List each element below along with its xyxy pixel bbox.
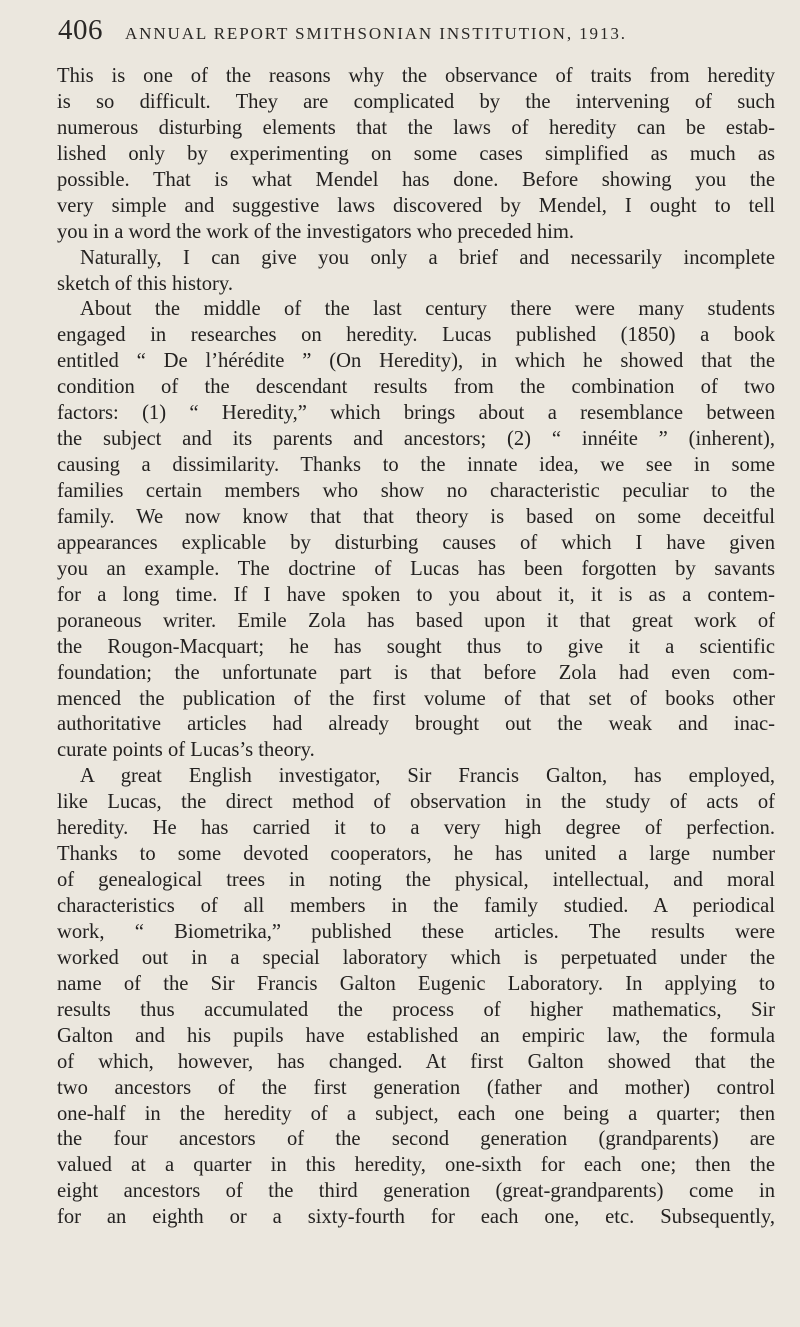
- text-line: the subject and its parents and ancestors; (2) “ innéite ” (inherent),: [57, 428, 775, 451]
- text-line: About the middle of the last century there were many students: [80, 298, 775, 321]
- text-line: condition of the descendant results from the combination of two: [57, 376, 775, 399]
- running-head: [58, 14, 758, 54]
- text-line: possible. That is what Mendel has done. Before showing you the: [57, 168, 775, 191]
- text-line: menced the publication of the first volume of that set of books other: [57, 687, 775, 710]
- text-line: for an eighth or a sixty-fourth for each one, etc. Subsequently,: [57, 1206, 775, 1229]
- text-line: Galton and his pupils have established an empiric law, the formula: [57, 1024, 775, 1047]
- text-line: valued at a quarter in this heredity, one-sixth for each one; then the: [57, 1154, 775, 1177]
- text-line: like Lucas, the direct method of observation in the study of acts of: [57, 791, 775, 814]
- text-line: numerous disturbing elements that the laws of heredity can be estab-: [57, 116, 775, 139]
- text-line: worked out in a special laboratory which is perpetuated under the: [57, 946, 775, 969]
- text-line: entitled “ De l’hérédite ” (On Heredity), in which he showed that the: [57, 350, 775, 373]
- text-line: for a long time. If I have spoken to you about it, it is as a contem-: [57, 583, 775, 606]
- text-line: you in a word the work of the investigators who preceded him.: [57, 220, 575, 243]
- text-line: the four ancestors of the second generation (grandparents) are: [57, 1128, 775, 1151]
- text-line: engaged in researches on heredity. Lucas published (1850) a book: [57, 324, 775, 347]
- text-line: results thus accumulated the process of higher mathematics, Sir: [57, 998, 775, 1021]
- text-line: Naturally, I can give you only a brief and necessarily incomplete: [80, 246, 775, 269]
- text-line: name of the Sir Francis Galton Eugenic Laboratory. In applying to: [57, 972, 775, 995]
- text-line: is so difficult. They are complicated by the intervening of such: [57, 90, 775, 113]
- paragraph: [57, 64, 775, 246]
- page-number: 406: [58, 14, 103, 46]
- text-line: factors: (1) “ Heredity,” which brings about a resemblance between: [57, 402, 775, 425]
- text-line: heredity. He has carried it to a very high degree of perfection.: [57, 817, 775, 840]
- running-title: ANNUAL REPORT SMITHSONIAN INSTITUTION, 1913.: [125, 24, 627, 43]
- text-line: very simple and suggestive laws discovered by Mendel, I ought to tell: [57, 194, 775, 217]
- text-line: one-half in the heredity of a subject, each one being a quarter; then: [57, 1102, 775, 1125]
- text-line: authoritative articles had already brought out the weak and inac-: [57, 713, 775, 736]
- text-line: This is one of the reasons why the observance of traits from heredity: [57, 65, 775, 87]
- paragraph: [57, 764, 775, 1231]
- text-line: two ancestors of the first generation (father and mother) control: [57, 1076, 775, 1099]
- text-line: curate points of Lucas’s theory.: [57, 739, 315, 762]
- body-text: [57, 64, 775, 1231]
- text-line: causing a dissimilarity. Thanks to the innate idea, we see in some: [57, 454, 775, 477]
- text-line: Thanks to some devoted cooperators, he has united a large number: [57, 843, 775, 866]
- text-line: of genealogical trees in noting the physical, intellectual, and moral: [57, 869, 775, 892]
- text-line: of which, however, has changed. At first Galton showed that the: [57, 1050, 775, 1073]
- text-line: work, “ Biometrika,” published these articles. The results were: [57, 920, 775, 943]
- text-line: poraneous writer. Emile Zola has based upon it that great work of: [57, 609, 775, 632]
- paragraph: [57, 297, 775, 764]
- text-line: families certain members who show no characteristic peculiar to the: [57, 480, 775, 502]
- paragraph: [57, 246, 775, 298]
- text-line: the Rougon-Macquart; he has sought thus to give it a scientific: [57, 635, 775, 658]
- text-line: you an example. The doctrine of Lucas has been forgotten by savants: [57, 557, 775, 580]
- text-line: eight ancestors of the third generation (great-grandparents) come in: [57, 1180, 775, 1203]
- text-line: lished only by experimenting on some cases simplified as much as: [57, 142, 775, 165]
- text-line: A great English investigator, Sir Francis Galton, has employed,: [80, 765, 775, 788]
- text-line: foundation; the unfortunate part is that before Zola had even com-: [57, 661, 775, 684]
- text-line: sketch of this history.: [57, 272, 233, 295]
- text-line: appearances explicable by disturbing causes of which I have given: [57, 531, 775, 554]
- text-line: family. We now know that that theory is based on some deceitful: [57, 505, 775, 528]
- text-line: characteristics of all members in the family studied. A periodical: [57, 895, 775, 917]
